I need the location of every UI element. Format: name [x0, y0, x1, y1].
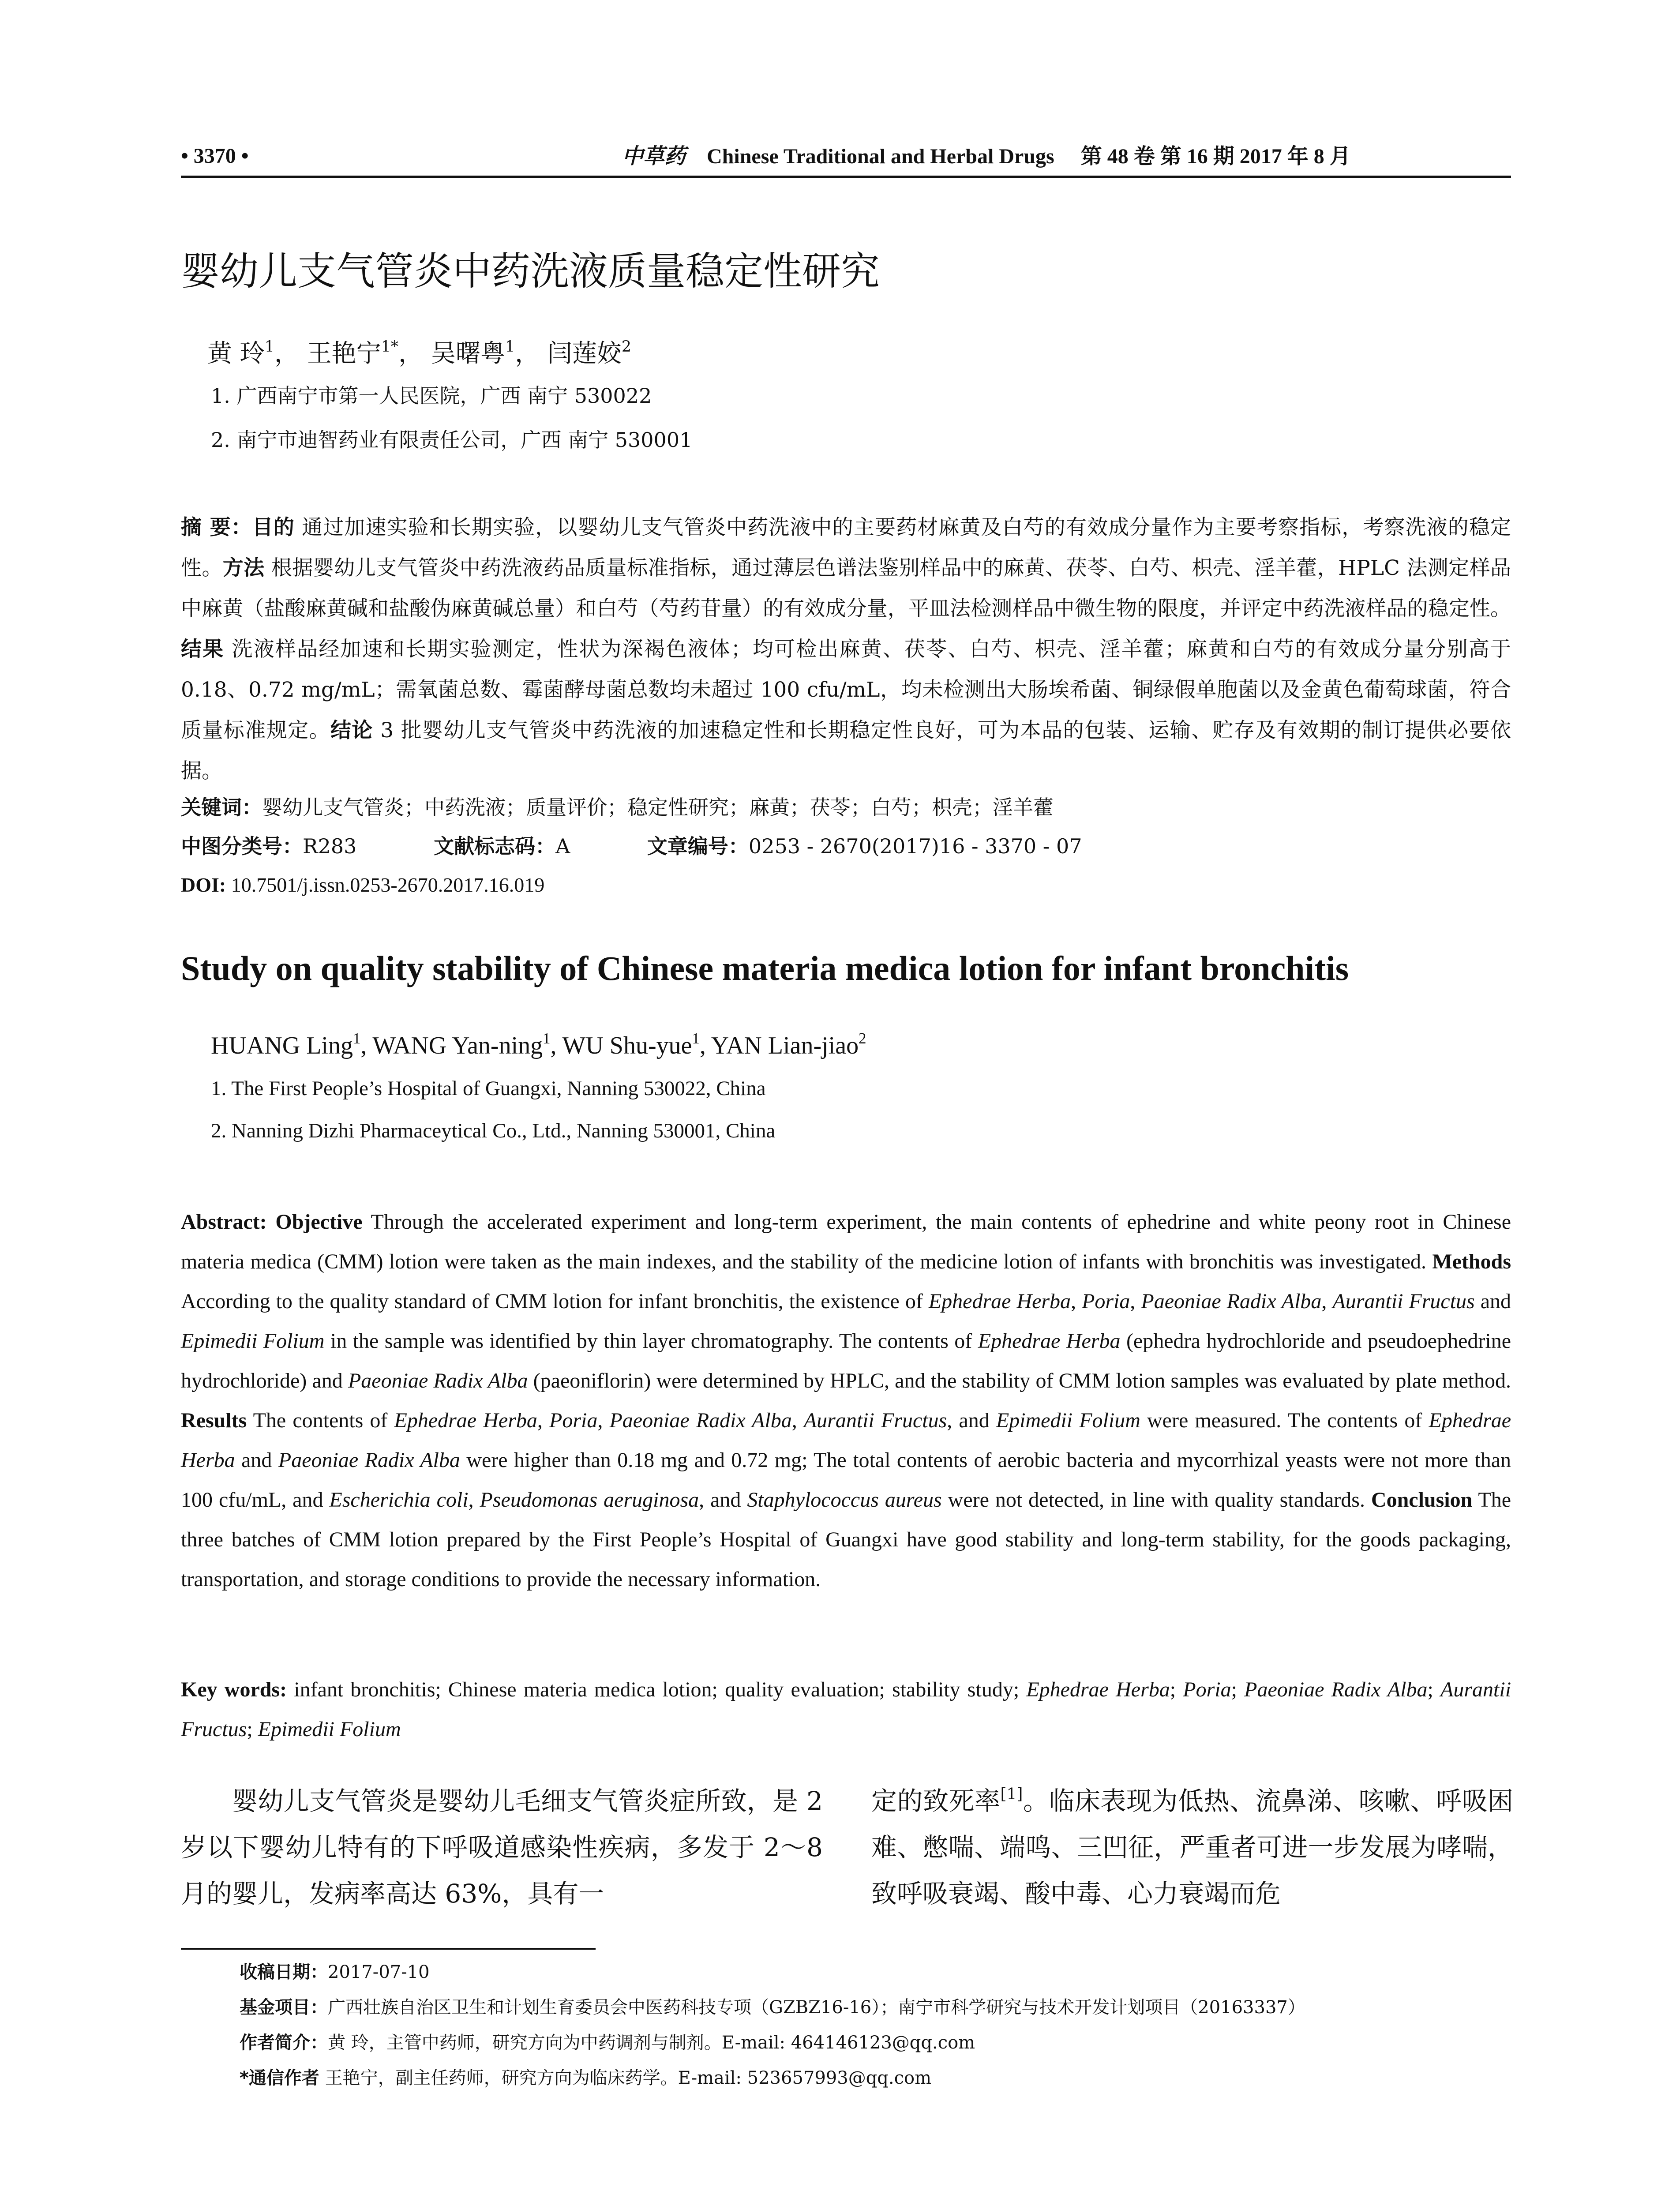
keywords-en-text: ; — [1427, 1678, 1441, 1701]
keywords-en-label: Key words: — [181, 1678, 287, 1701]
author-name: HUANG Ling — [211, 1032, 353, 1059]
abstract-en-text: Through the accelerated experiment and long-term experiment, the main contents of ephedrine and white peony root in Chinese materia medica (CMM) lotion were taken as the main indexes, and the stability of the medicine lotion of infants with bronchitis was investigated. — [181, 1210, 1511, 1273]
page-number: • 3370 • — [181, 144, 249, 168]
body-column-left: 婴幼儿支气管炎是婴幼儿毛细支气管炎症所致，是 2 岁以下婴幼儿特有的下呼吸道感染性疾病，多发于 2～8 月的婴儿，发病率高达 63%，具有一 — [181, 1786, 823, 1909]
abstract-en-text: , — [1071, 1290, 1082, 1313]
abstract-en-text: were measured. The contents of — [1140, 1409, 1429, 1432]
abstract-en-text: (paeoniflorin) were determined by HPLC, and the stability of CMM lotion samples was evaluated by plate method. — [528, 1369, 1511, 1392]
keywords-text: 婴幼儿支气管炎；中药洗液；质量评价；稳定性研究；麻黄；茯苓；白芍；枳壳；淫羊藿 — [262, 795, 1054, 819]
affiliation-cn: 2. 南宁市迪智药业有限责任公司，广西 南宁 530001 — [211, 428, 693, 452]
species-name: Paeoniae Radix Alba — [1244, 1678, 1428, 1701]
journal-name-en: Chinese Traditional and Herbal Drugs — [707, 145, 1054, 168]
footnote-label: 基金项目： — [240, 1997, 328, 2018]
footnote-text: 2017-07-10 — [328, 1962, 430, 1982]
species-name: Staphylococcus aureus — [747, 1488, 942, 1512]
keywords-en-text: infant bronchitis; Chinese materia medica lotion; quality evaluation; stability study; — [287, 1678, 1027, 1701]
affiliation-en: 2. Nanning Dizhi Pharmaceytical Co., Ltd., Nanning 530001, China — [211, 1119, 776, 1142]
author-name: 吴曙粤 — [431, 339, 505, 368]
species-name: Epimedii Folium — [258, 1718, 401, 1741]
keywords-en-text: ; — [1231, 1678, 1245, 1701]
affiliation-en: 1. The First People’s Hospital of Guangxi, Nanning 530022, China — [211, 1077, 766, 1100]
author-name: WU Shu-yue — [562, 1032, 692, 1059]
species-name: Epimedii Folium — [996, 1409, 1140, 1432]
author-affiliation-mark: 1 — [264, 338, 274, 356]
species-name: Paeoniae Radix Alba — [348, 1369, 528, 1392]
keywords-en-text: ; — [247, 1718, 258, 1741]
abstract-en-text: , and — [699, 1488, 747, 1512]
abstract-en-text: , — [791, 1409, 804, 1432]
methods-text: 根据婴幼儿支气管炎中药洗液药品质量标准指标，通过薄层色谱法鉴别样品中的麻黄、茯苓、白芍、枳壳、淫羊藿，HPLC 法测定样品中麻黄（盐酸麻黄碱和盐酸伪麻黄碱总量）和白芍（芍药苷量）的有效成分量，平皿法检测样品中微生物的限度，并评定中药洗液样品的稳定性。 — [181, 556, 1511, 621]
footnote-text: 黄 玲，主管中药师，研究方向为中药调剂与制剂。E-mail: 464146123@qq.com — [328, 2033, 975, 2053]
author-separator: , — [550, 1032, 562, 1059]
species-name: Ephedrae Herba — [978, 1329, 1121, 1353]
footnote-divider — [181, 1948, 596, 1950]
abstract-en-text: The contents of — [247, 1409, 394, 1432]
abstract-en-text: and — [235, 1448, 278, 1472]
conclusion-label: 结论 — [330, 718, 373, 743]
body-text: 。临床表现为低热、流鼻涕、咳嗽、呼吸困难、憋喘、端鸣、三凹征，严重者可进一步发展为哮喘，致呼吸衰竭、酸中毒、心力衰竭而危 — [871, 1786, 1513, 1909]
author-affiliation-mark: 1 — [692, 1029, 700, 1047]
results-text: 洗液样品经加速和长期实验测定，性状为深褐色液体；均可检出麻黄、茯苓、白芍、枳壳、淫羊藿；麻黄和白芍的有效成分量分别高于 0.18、0.72 mg/mL；需氧菌总数、霉菌酵母菌总数均未超过 100 cfu/mL，均未检测出大肠埃希菌、铜绿假单胞菌以及金黄色葡萄球菌，符合质量标准规定。 — [181, 637, 1511, 743]
species-name: Paeoniae Radix Alba — [1141, 1290, 1322, 1313]
abstract-en-text: were not detected, in line with quality standards. — [941, 1488, 1371, 1512]
abstract-en-text: , — [1321, 1290, 1333, 1313]
abstract-en-text: and — [1474, 1290, 1511, 1313]
abstract-en-text: , and — [947, 1409, 996, 1432]
results-label: 结果 — [181, 637, 225, 661]
author-name: 黄 玲 — [207, 339, 265, 368]
author-affiliation-mark: 2 — [859, 1029, 866, 1047]
abstract-en-text: , — [1130, 1290, 1141, 1313]
methods-label: 方法 — [222, 556, 265, 580]
author-affiliation-mark: 1 — [505, 338, 515, 356]
abstract-en-text: The three batches of CMM lotion prepared by the First People’s Hospital of Guangxi have good stability and long-term stability, for the goods packaging, transportation, and storage conditions to provide the necessary information. — [181, 1488, 1511, 1591]
body-text: 定的致死率 — [871, 1786, 1001, 1816]
abstract-en-text: (ephedra hydrochloride and pseudoephedrine hydrochloride) and — [181, 1329, 1511, 1392]
abstract-en-label: Results — [181, 1409, 247, 1432]
species-name: Paeoniae Radix Alba — [278, 1448, 460, 1472]
author-separator: ， — [515, 339, 540, 368]
footnote-text: 广西壮族自治区卫生和计划生育委员会中医药科技专项（GZBZ16-16）；南宁市科学研究与技术开发计划项目（20163337） — [328, 1997, 1305, 2018]
author-separator: , — [699, 1032, 711, 1059]
clc-value: R283 — [303, 834, 357, 858]
author-list-cn — [207, 336, 631, 371]
journal-issue: 第 48 卷 第 16 期 2017 年 8 月 — [1080, 145, 1351, 168]
author-separator: ， — [274, 339, 299, 368]
species-name: Ephedrae Herba — [394, 1409, 537, 1432]
abstract-en-text: in the sample was identified by thin layer chromatography. The contents of — [324, 1329, 978, 1353]
author-name: WANG Yan-ning — [372, 1032, 543, 1059]
species-name: Escherichia coli — [329, 1488, 469, 1512]
footnote-label: *通信作者 — [240, 2068, 319, 2088]
footnote-funding — [240, 1993, 1305, 2022]
objective-label: 目的 — [252, 515, 295, 540]
journal-info — [622, 140, 1351, 173]
doi-link[interactable]: 10.7501/j.issn.0253-2670.2017.16.019 — [231, 874, 545, 896]
footnote-author-bio — [240, 2029, 975, 2057]
author-affiliation-mark: 2 — [621, 338, 631, 356]
footnote-label: 收稿日期： — [240, 1962, 328, 1982]
species-name: Epimedii Folium — [181, 1329, 325, 1353]
species-name: Aurantii Fructus — [181, 1678, 1511, 1741]
keywords-en-text: ; — [1170, 1678, 1183, 1701]
species-name: Aurantii Fructus — [803, 1409, 947, 1432]
article-title-en: Study on quality stability of Chinese materia medica lotion for infant bronchitis — [181, 949, 1349, 987]
abstract-label: 摘 要： — [181, 515, 252, 540]
classification-line — [181, 829, 1082, 864]
author-affiliation-mark: 1* — [381, 338, 399, 356]
author-name: YAN Lian-jiao — [711, 1032, 859, 1059]
species-name: Poria — [549, 1409, 598, 1432]
article-no-value: 0253 - 2670(2017)16 - 3370 - 07 — [748, 834, 1082, 858]
journal-name-cn: 中草药 — [622, 144, 686, 169]
abstract-en-label: Methods — [1432, 1250, 1511, 1273]
keywords-en — [181, 1670, 1511, 1749]
footnote-text: 王艳宁，副主任药师，研究方向为临床药学。E-mail: 523657993@qq.com — [319, 2068, 932, 2088]
species-name: Ephedrae Herba — [1026, 1678, 1170, 1701]
doi-label: DOI: — [181, 874, 226, 896]
species-name: Paeoniae Radix Alba — [609, 1409, 792, 1432]
author-affiliation-mark: 1 — [352, 1029, 361, 1047]
running-header — [181, 140, 1511, 178]
species-name: Pseudomonas aeruginosa — [480, 1488, 699, 1512]
keywords-label: 关键词： — [181, 795, 262, 819]
abstract-en — [181, 1202, 1511, 1599]
species-name: Poria — [1082, 1290, 1130, 1313]
author-separator: ， — [398, 339, 424, 368]
footnote-received — [240, 1958, 430, 1986]
abstract-cn — [181, 507, 1511, 792]
article-title-cn: 婴幼儿支气管炎中药洗液质量稳定性研究 — [181, 248, 880, 294]
abstract-en-text: were higher than 0.18 mg and 0.72 mg; The total contents of aerobic bacteria and mycorrhizal yeasts were not more than 100 cfu/mL, and — [181, 1448, 1511, 1512]
affiliation-cn: 1. 广西南宁市第一人民医院，广西 南宁 530022 — [211, 384, 652, 408]
abstract-en-label: Conclusion — [1371, 1488, 1473, 1512]
author-name: 王艳宁 — [307, 339, 381, 368]
keywords-cn — [181, 790, 1054, 825]
doc-code-label: 文献标志码： — [434, 834, 556, 858]
species-name: Poria — [1183, 1678, 1231, 1701]
author-list-en — [211, 1028, 866, 1063]
abstract-en-text: According to the quality standard of CMM lotion for infant bronchitis, the existence of — [181, 1290, 929, 1313]
species-name: Ephedrae Herba — [928, 1290, 1071, 1313]
author-name: 闫莲姣 — [547, 339, 622, 368]
abstract-en-label: Abstract: Objective — [181, 1210, 363, 1234]
abstract-en-text: , — [468, 1488, 480, 1512]
species-name: Ephedrae Herba — [181, 1409, 1511, 1472]
objective-text: 通过加速实验和长期实验，以婴幼儿支气管炎中药洗液中的主要药材麻黄及白芍的有效成分量作为主要考察指标，考察洗液的稳定性。 — [181, 515, 1511, 580]
species-name: Aurantii Fructus — [1332, 1290, 1475, 1313]
doi-line — [181, 867, 544, 903]
citation-ref[interactable]: [1] — [1000, 1785, 1023, 1804]
clc-label: 中图分类号： — [181, 834, 303, 858]
body-column-right — [871, 1778, 1513, 1917]
footnote-label: 作者简介： — [240, 2033, 328, 2053]
abstract-en-text: , — [537, 1409, 549, 1432]
author-separator: , — [360, 1032, 373, 1059]
article-no-label: 文章编号： — [647, 834, 749, 858]
author-affiliation-mark: 1 — [543, 1029, 551, 1047]
conclusion-text: 3 批婴幼儿支气管炎中药洗液的加速稳定性和长期稳定性良好，可为本品的包装、运输、贮存及有效期的制订提供必要依据。 — [181, 718, 1511, 783]
abstract-en-text: , — [597, 1409, 610, 1432]
doc-code-value: A — [555, 834, 570, 858]
footnote-corresponding — [240, 2064, 931, 2092]
